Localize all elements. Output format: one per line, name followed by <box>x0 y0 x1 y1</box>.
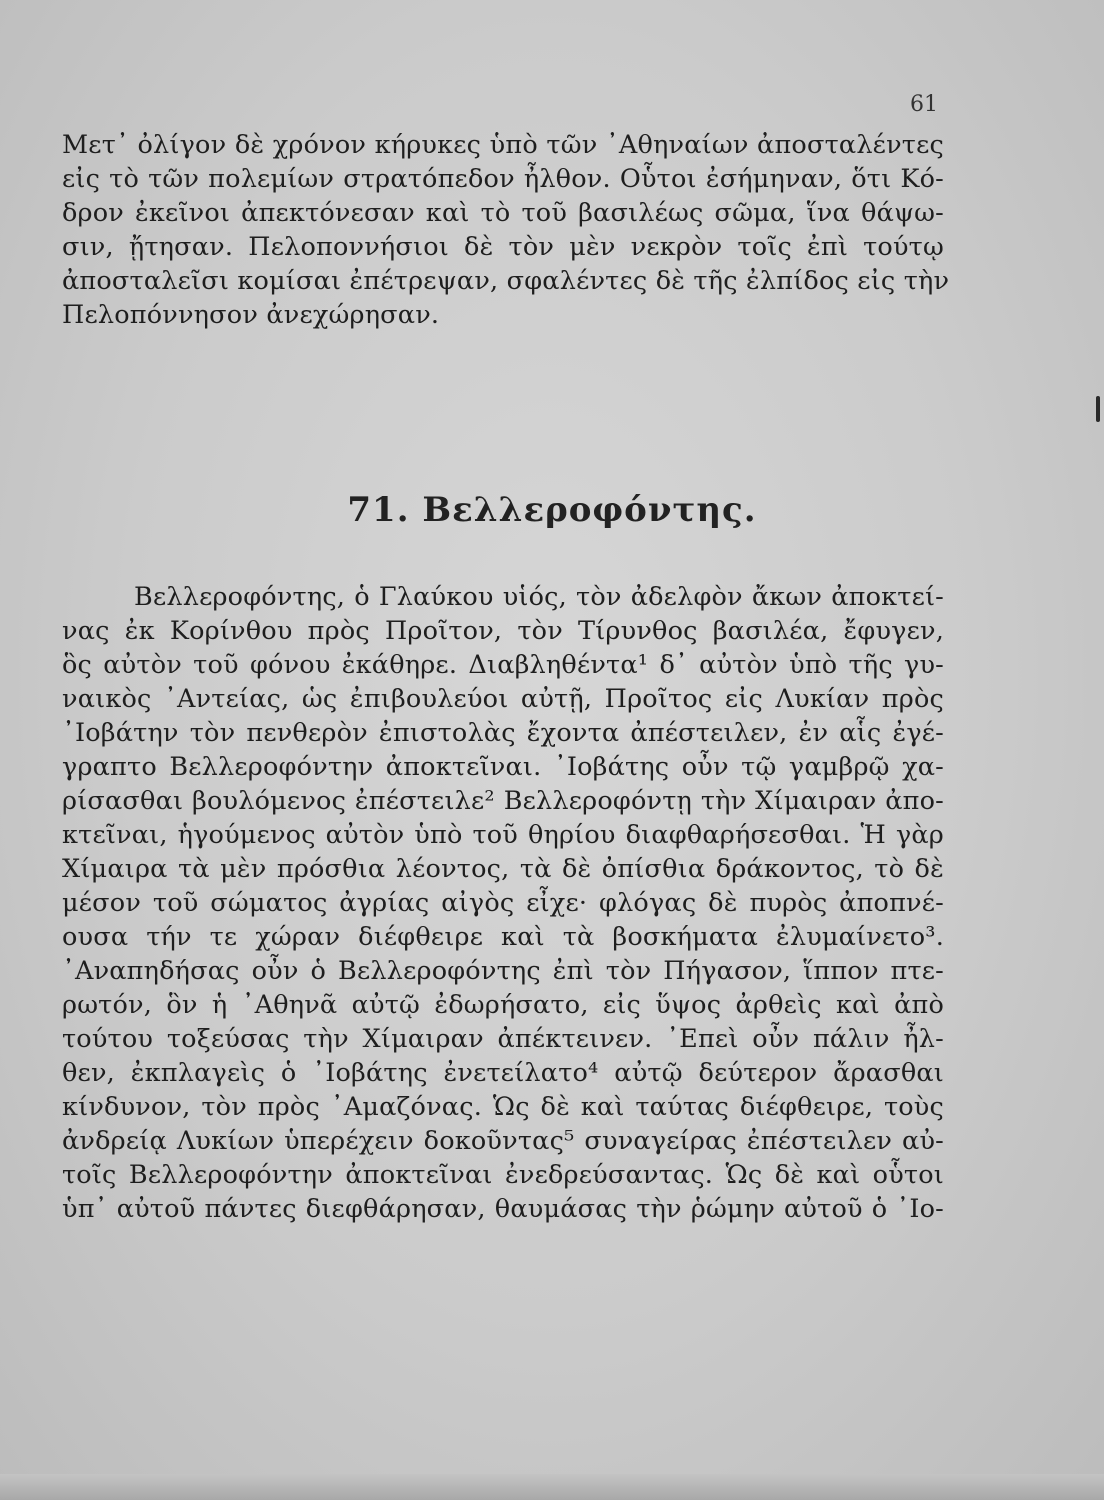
text-line: ὃς αὐτὸν τοῦ φόνου ἐκάθηρε. Διαβληθέντα¹ δ᾽ αὐτὸν ὑπὸ τῆς γυ- <box>62 650 944 680</box>
text-line: εἰς τὸ τῶν πολεμίων στρατόπεδον ἦλθον. Οὗτοι ἐσήμηναν, ὅτι Κό- <box>62 164 944 194</box>
text-line: δρον ἐκεῖνοι ἀπεκτόνεσαν καὶ τὸ τοῦ βασιλέως σῶμα, ἵνα θάψω- <box>62 198 944 228</box>
text-line: ἀποσταλεῖσι κομίσαι ἐπέτρεψαν, σφαλέντες δὲ τῆς ἐλπίδος εἰς τὴν <box>62 266 950 296</box>
text-line: Μετ᾽ ὀλίγον δὲ χρόνον κήρυκες ὑπὸ τῶν ᾽Αθηναίων ἀποσταλέντες <box>62 130 944 160</box>
text-line: ᾽Αναπηδήσας οὖν ὁ Βελλεροφόντης ἐπὶ τὸν Πήγασον, ἵππον πτε- <box>62 956 944 986</box>
section-heading: 71. Βελλεροφόντης. <box>347 490 757 530</box>
text-line: ουσα τήν τε χώραν διέφθειρε καὶ τὰ βοσκήματα ἐλυμαίνετο³. <box>62 922 944 952</box>
page-bottom-shadow <box>0 1474 1104 1500</box>
text-line: ὑπ᾽ αὐτοῦ πάντες διεφθάρησαν, θαυμάσας τὴν ῥώμην αὐτοῦ ὁ ᾽Ιο- <box>62 1194 944 1224</box>
text-line: νας ἐκ Κορίνθου πρὸς Προῖτον, τὸν Τίρυνθος βασιλέα, ἔφυγεν, <box>62 616 944 646</box>
text-line: σιν, ᾔτησαν. Πελοποννήσιοι δὲ τὸν μὲν νεκρὸν τοῖς ἐπὶ τούτῳ <box>62 232 944 262</box>
text-line: τοῖς Βελλεροφόντην ἀποκτεῖναι ἐνεδρεύσαντας. Ὡς δὲ καὶ οὗτοι <box>62 1160 944 1190</box>
paragraph-kodros <box>62 128 950 332</box>
page-number: 61 <box>910 92 938 117</box>
text-line: ρωτόν, ὃν ἡ ᾽Αθηνᾶ αὐτῷ ἐδωρήσατο, εἰς ὕψος ἀρθεὶς καὶ ἀπὸ <box>62 990 944 1020</box>
paragraph-bellerophon <box>62 580 944 1226</box>
text-line: γραπτο Βελλεροφόντην ἀποκτεῖναι. ᾽Ιοβάτης οὖν τῷ γαμβρῷ χα- <box>62 752 944 782</box>
text-line: κίνδυνον, τὸν πρὸς ᾽Αμαζόνας. Ὡς δὲ καὶ ταύτας διέφθειρε, τοὺς <box>62 1092 944 1122</box>
page-edge-mark <box>1096 396 1100 422</box>
text-line: Πελοπόννησον ἀνεχώρησαν. <box>62 300 440 330</box>
text-line: θεν, ἐκπλαγεὶς ὁ ᾽Ιοβάτης ἐνετείλατο⁴ αὐτῷ δεύτερον ἄρασθαι <box>62 1058 944 1088</box>
text-line: ναικὸς ᾽Αντείας, ὡς ἐπιβουλεύοι αὐτῇ, Προῖτος εἰς Λυκίαν πρὸς <box>62 684 944 714</box>
text-line: τούτου τοξεύσας τὴν Χίμαιραν ἀπέκτεινεν. ᾽Επεὶ οὖν πάλιν ἦλ- <box>62 1024 944 1054</box>
text-line: κτεῖναι, ἡγούμενος αὐτὸν ὑπὸ τοῦ θηρίου διαφθαρήσεσθαι. Ἡ γὰρ <box>62 820 944 850</box>
text-line: ᾽Ιοβάτην τὸν πενθερὸν ἐπιστολὰς ἔχοντα ἀπέστειλεν, ἐν αἷς ἐγέ- <box>62 718 944 748</box>
text-line: μέσον τοῦ σώματος ἀγρίας αἰγὸς εἶχε· φλόγας δὲ πυρὸς ἀποπνέ- <box>62 888 944 918</box>
text-line: ἀνδρείᾳ Λυκίων ὑπερέχειν δοκοῦντας⁵ συναγείρας ἐπέστειλεν αὐ- <box>62 1126 944 1156</box>
text-line: ρίσασθαι βουλόμενος ἐπέστειλε² Βελλεροφόντῃ τὴν Χίμαιραν ἀπο- <box>62 786 944 816</box>
text-line: Χίμαιρα τὰ μὲν πρόσθια λέοντος, τὰ δὲ ὀπίσθια δράκοντος, τὸ δὲ <box>62 854 944 884</box>
text-line: Βελλεροφόντης, ὁ Γλαύκου υἱός, τὸν ἀδελφὸν ἄκων ἀποκτεί- <box>134 582 944 612</box>
